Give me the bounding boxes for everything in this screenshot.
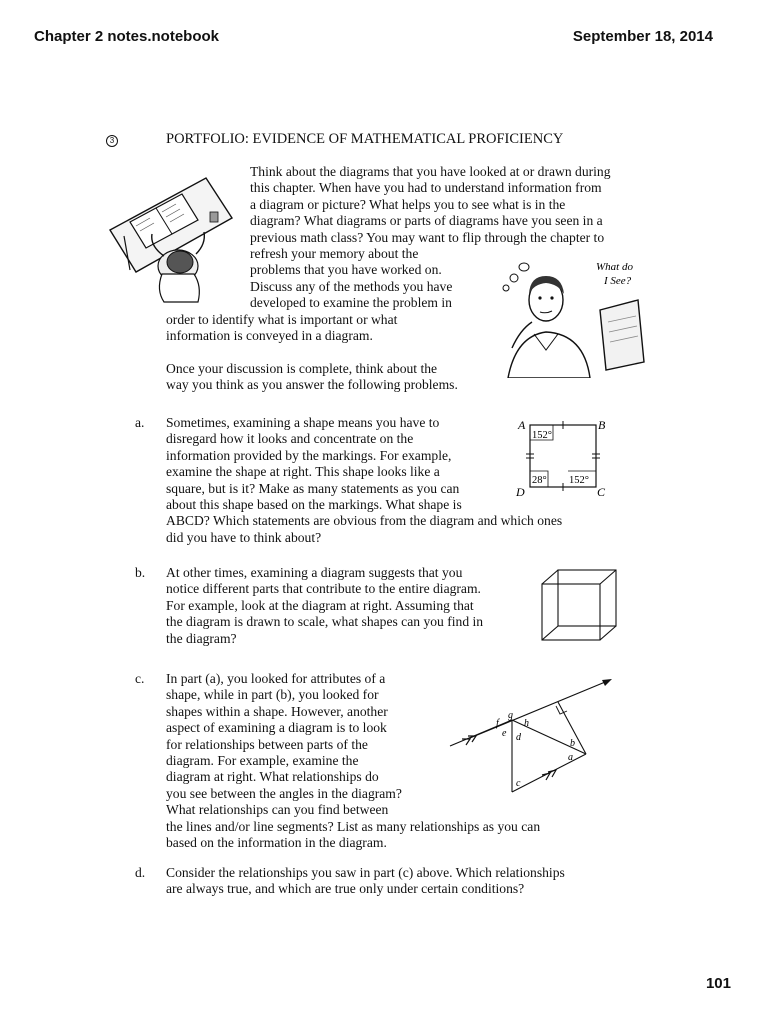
problem-a-line: about this shape based on the markings. What shape is	[166, 497, 462, 513]
problem-b-line: notice different parts that contribute to the entire diagram.	[166, 581, 481, 597]
problem-c-line: aspect of examining a diagram is to look	[166, 720, 387, 736]
page-number: 101	[705, 975, 731, 992]
problem-b-text	[166, 565, 483, 647]
page-date: September 18, 2014	[572, 28, 713, 45]
angle-c-label: c	[516, 778, 521, 789]
problem-a-letter: a.	[135, 415, 145, 430]
vertex-d-label: D	[516, 485, 525, 498]
problem-a-text	[166, 415, 562, 546]
problem-a-line: square, but is it? Make as many statements as you can	[166, 480, 460, 496]
problem-d-letter: d.	[135, 865, 146, 880]
angle-d-label: d	[516, 732, 521, 743]
problem-c-line: for relationships between parts of the	[166, 736, 368, 752]
problem-a-line: information provided by the markings. For example,	[166, 447, 452, 463]
cube-diagram	[538, 566, 622, 644]
intro-closing-line: Once your discussion is complete, think about the	[166, 361, 438, 376]
section-number-badge: 3	[106, 135, 118, 147]
angle-g-label: g	[508, 710, 513, 721]
angle-b-label: b	[570, 738, 575, 749]
problem-c-line: shape, while in part (b), you looked for	[166, 687, 379, 703]
problem-c-line: In part (a), you looked for attributes of a	[166, 671, 386, 686]
problem-a-line: Sometimes, examining a shape means you have to	[166, 415, 440, 430]
problem-b-line: the diagram is drawn to scale, what shapes can you find in	[166, 614, 484, 630]
intro-line: refresh your memory about the	[250, 246, 419, 262]
intro-paragraph-bottom	[166, 312, 397, 345]
problem-a-line: examine the shape at right. This shape looks like a	[166, 464, 440, 480]
intro-line: previous math class? You may want to flip through the chapter to	[250, 229, 605, 245]
problem-c-line: you see between the angles in the diagram?	[166, 785, 402, 801]
angle-a-label: a	[568, 752, 573, 763]
notebook-title: Chapter 2 notes.notebook	[34, 28, 220, 45]
section-title: PORTFOLIO: EVIDENCE OF MATHEMATICAL PROFICIENCY	[166, 131, 564, 147]
problem-c-line: shapes within a shape. However, another	[166, 703, 388, 719]
problem-a-line: did you have to think about?	[166, 529, 322, 545]
problem-d-line: Consider the relationships you saw in part (c) above. Which relationships	[166, 865, 565, 880]
angle-d-label: 28°	[532, 475, 547, 486]
angle-h-label: h	[524, 718, 529, 729]
problem-c-line: diagram at right. What relationships do	[166, 769, 379, 785]
intro-paragraph-top	[250, 164, 611, 312]
angle-c-label: 152°	[569, 475, 589, 486]
problem-b-line: the diagram?	[166, 630, 237, 646]
intro-closing-line: way you think as you answer the following problems.	[166, 377, 458, 393]
intro-line: diagram? What diagrams or parts of diagrams have you seen in a	[250, 213, 603, 229]
angle-relationships-diagram	[440, 668, 620, 800]
problem-d-text	[166, 865, 565, 898]
intro-line: a diagram or picture? What helps you to see what is in the	[250, 196, 566, 212]
problem-c-line: What relationships can you find between	[166, 802, 389, 818]
intro-closing	[166, 361, 458, 394]
angle-a-label: 152°	[532, 430, 552, 441]
angle-f-label: f	[496, 718, 499, 729]
intro-line: developed to examine the problem in	[250, 295, 452, 311]
vertex-b-label: B	[598, 418, 606, 432]
problem-c-line: based on the information in the diagram.	[166, 835, 387, 851]
thought-bubble-line-1: What do	[596, 261, 633, 273]
quadrilateral-abcd-diagram	[510, 412, 610, 498]
problem-d-line: are always true, and which are true only under certain conditions?	[166, 881, 525, 897]
intro-line: Discuss any of the methods you have	[250, 278, 453, 294]
vertex-a-label: A	[518, 418, 526, 432]
problem-a-line: ABCD? Which statements are obvious from the diagram and which ones	[166, 513, 563, 529]
problem-a-line: disregard how it looks and concentrate on the	[166, 431, 414, 447]
intro-line: information is conveyed in a diagram.	[166, 328, 373, 344]
problem-c-line: diagram. For example, examine the	[166, 753, 359, 769]
problem-b-line: At other times, examining a diagram suggests that you	[166, 565, 463, 580]
angle-e-label: e	[502, 728, 507, 739]
problem-c-line: the lines and/or line segments? List as many relationships as you can	[166, 818, 541, 834]
thought-bubble-line-2: I See?	[604, 275, 632, 287]
problem-c-letter: c.	[135, 671, 145, 686]
intro-line: this chapter. When have you had to understand information from	[250, 180, 602, 196]
problem-b-line: For example, look at the diagram at right. Assuming that	[166, 597, 474, 613]
student-desk-illustration	[106, 170, 236, 305]
intro-line: order to identify what is important or what	[166, 312, 398, 327]
intro-line: problems that you have worked on.	[250, 262, 442, 278]
vertex-c-label: C	[597, 485, 606, 498]
problem-b-letter: b.	[135, 565, 146, 580]
intro-line: Think about the diagrams that you have looked at or drawn during	[250, 164, 611, 179]
